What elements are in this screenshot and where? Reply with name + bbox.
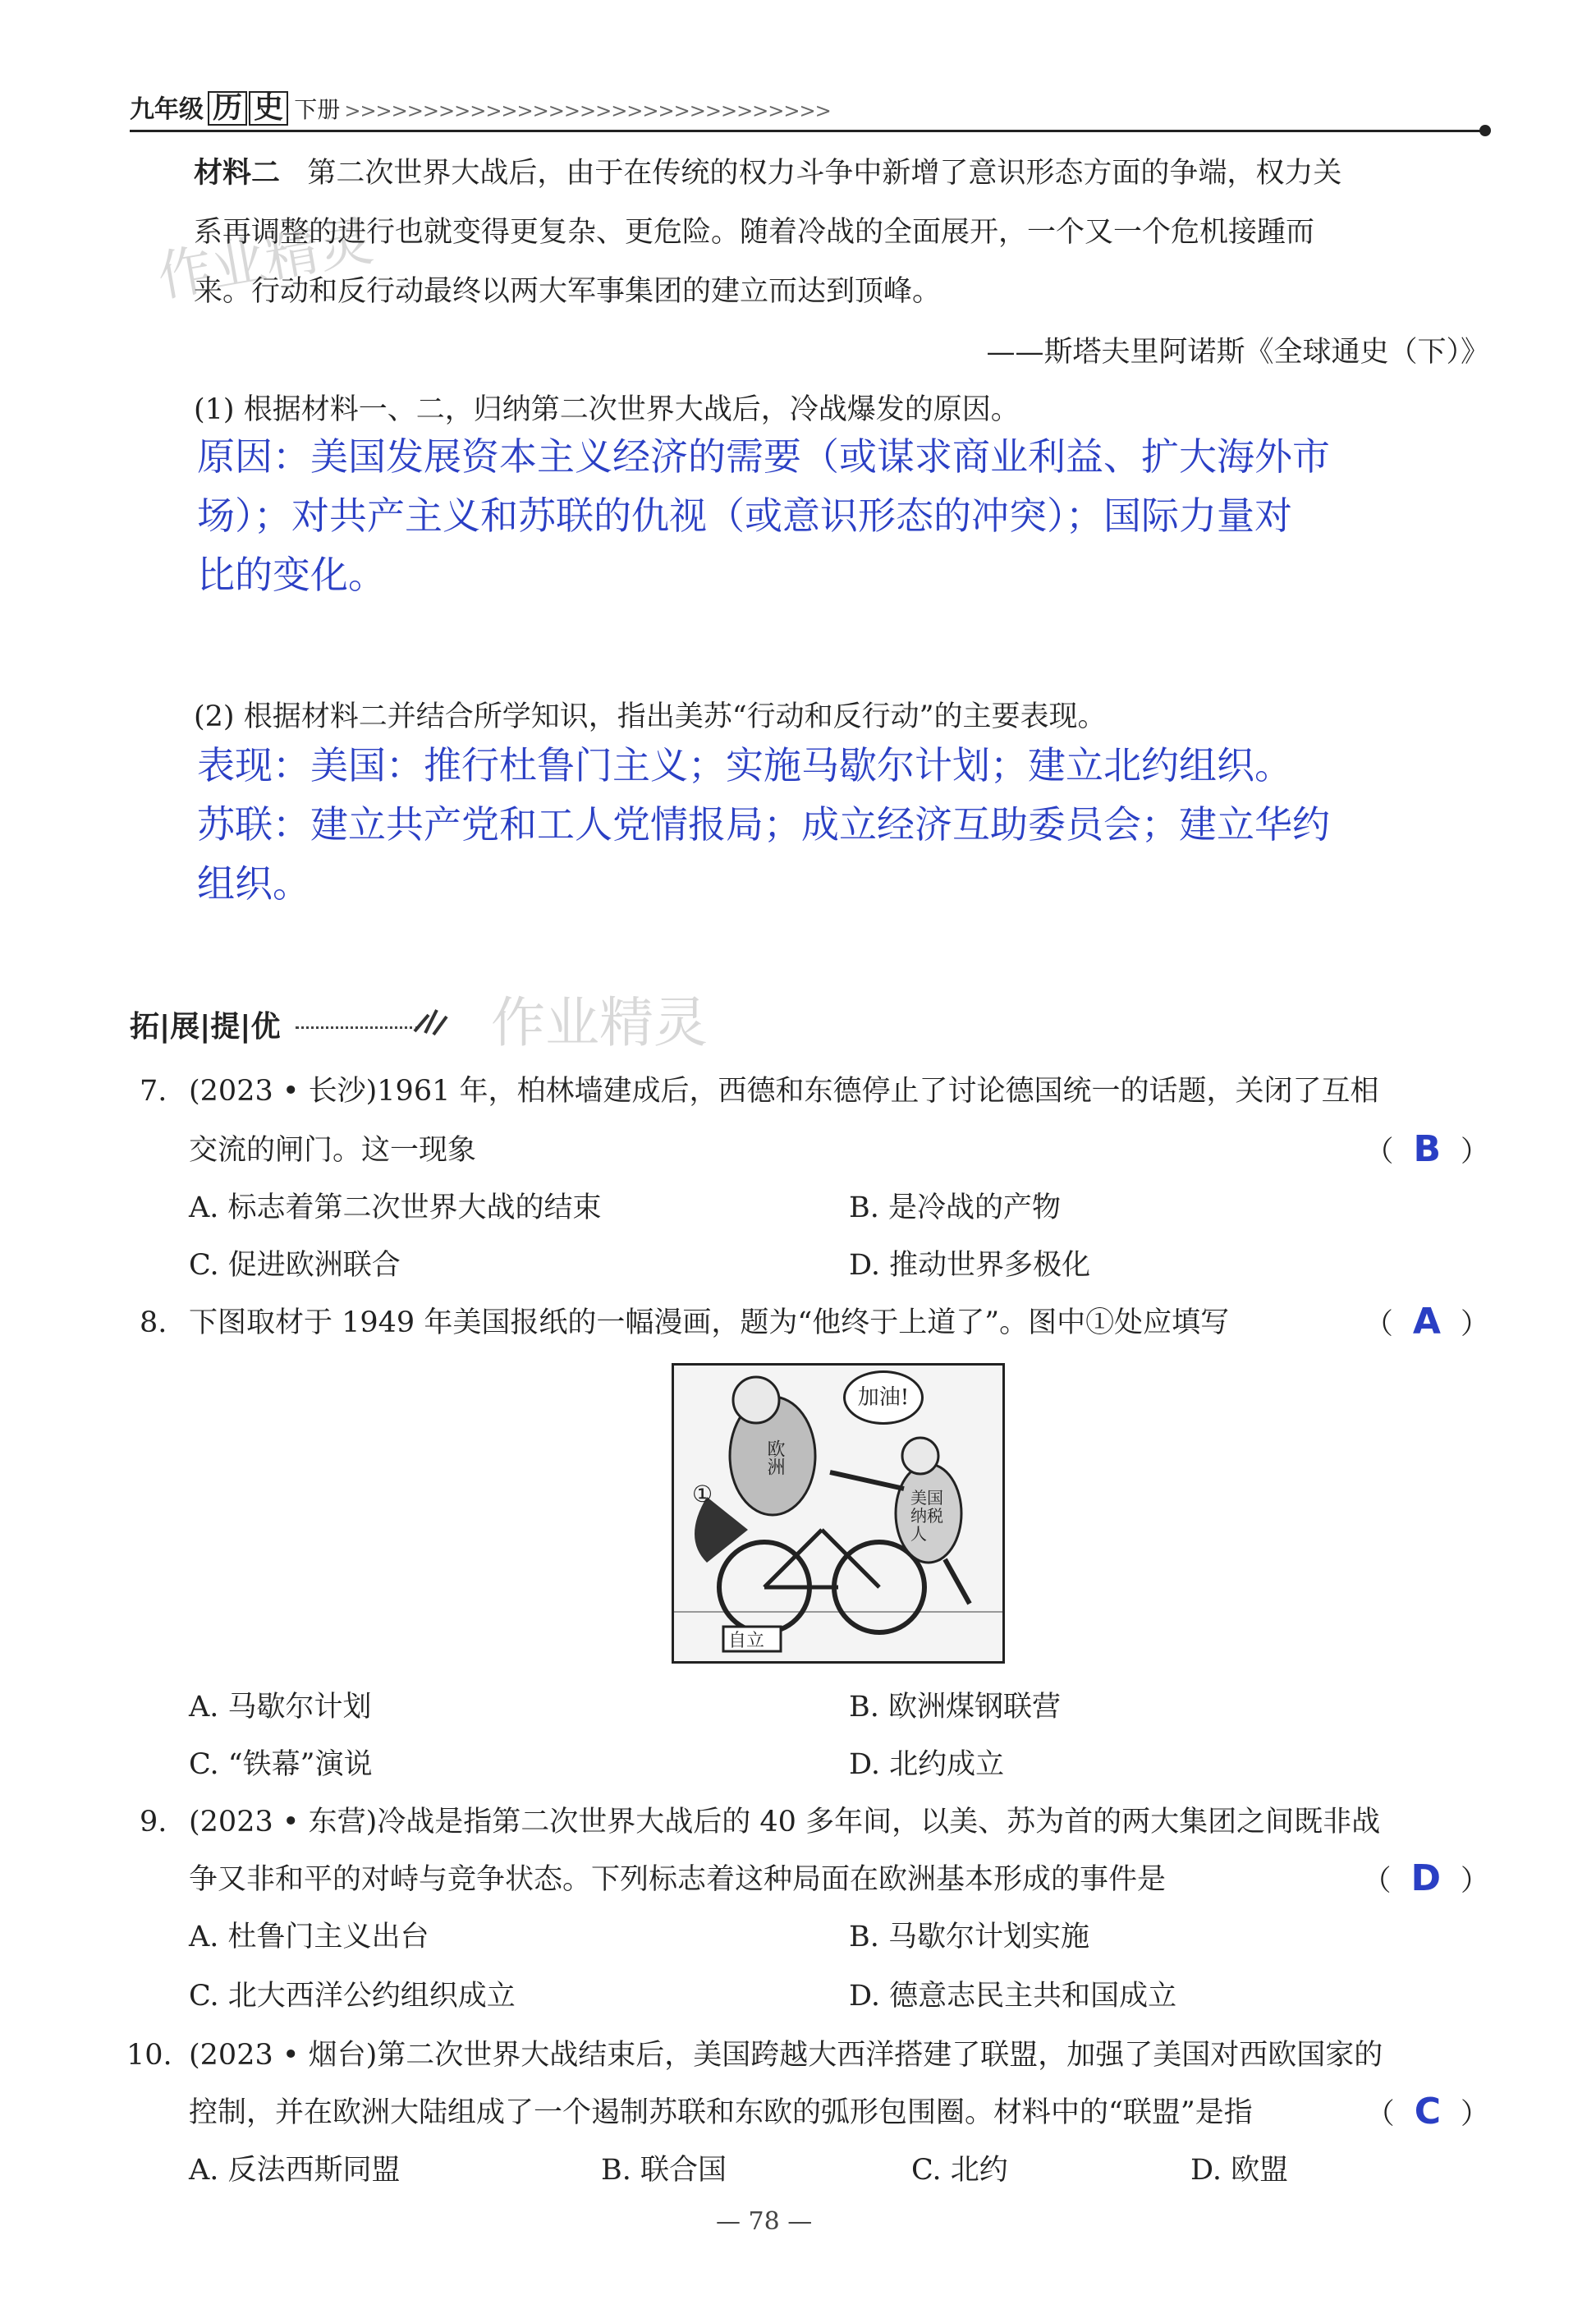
q7-answer: B [1413,1128,1441,1170]
q10-number: 10. [126,2039,172,2072]
material2-line2: 系再调整的进行也就变得更复杂、更危险。随着冷战的全面展开，一个又一个危机接踵而 [194,216,1315,249]
q10-option-c: C. 北约 [911,2154,1008,2187]
q8-option-b: B. 欧洲煤钢联营 [849,1691,1061,1724]
q8-option-a: A. 马歇尔计划 [189,1691,372,1724]
q10-answer: C [1414,2091,1441,2132]
material2-line3: 来。行动和反行动最终以两大军事集团的建立而达到顶峰。 [194,275,942,308]
q8-answer: A [1412,1301,1441,1343]
q2-answer-line-3: 组织。 [197,861,310,906]
cartoon-label-taxpayer: 美国纳税人 [910,1488,943,1544]
header-arrows: >>>>>>>>>>>>>>>>>>>>>>>>>>>>>>> [344,99,831,122]
q9-number: 9. [140,1806,167,1838]
q7-answer-bracket: （ B ） [1364,1128,1489,1170]
section-dotted-rule [296,1026,419,1029]
material2-line1 [194,156,1341,191]
q7-number: 7. [140,1075,167,1108]
q9-answer: D [1410,1857,1441,1899]
q7-stem-line-1: (2023 • 长沙)1961 年，柏林墙建成后，西德和东德停止了讨论德国统一的话题，关闭了互相 [189,1075,1379,1108]
watermark-top: 作业精灵 [153,209,378,310]
q7-option-d: D. 推动世界多极化 [849,1249,1091,1282]
material2-source: ——斯塔夫里阿诺斯《全球通史（下）》 [986,336,1489,369]
q1-prompt: (1) 根据材料一、二，归纳第二次世界大战后，冷战爆发的原因。 [194,393,1020,426]
cartoon-speech-bubble: 加油! [843,1370,924,1425]
page-header [130,89,831,126]
q2-answer-line-1: 表现：美国：推行杜鲁门主义；实施马歇尔计划；建立北约组织。 [197,743,1292,787]
cartoon-drawing [674,1366,1002,1661]
q7-option-b: B. 是冷战的产物 [849,1191,1061,1224]
header-rule [130,130,1484,132]
q10-option-d: D. 欧盟 [1190,2154,1289,2187]
header-grade: 九年级 [130,95,204,124]
q8-option-d: D. 北约成立 [849,1748,1005,1781]
q2-answer-line-2: 苏联：建立共产党和工人党情报局；成立经济互助委员会；建立华约 [197,802,1330,847]
q9-stem-line-1: (2023 • 东营)冷战是指第二次世界大战后的 40 多年间，以美、苏为首的两大集团之间既非战 [189,1806,1381,1838]
watermark-section: 作业精灵 [491,991,708,1054]
q10-option-a: A. 反法西斯同盟 [189,2154,401,2187]
q9-option-d: D. 德意志民主共和国成立 [849,1980,1177,2013]
q1-answer-line-2: 场）；对共产主义和苏联的仇视（或意识形态的冲突）；国际力量对 [197,493,1292,538]
q9-option-a: A. 杜鲁门主义出台 [189,1921,429,1953]
q10-stem-line-2: 控制，并在欧洲大陆组成了一个遏制苏联和东欧的弧形包围圈。材料中的“联盟”是指 [189,2096,1253,2129]
q8-answer-bracket: （ A ） [1364,1301,1489,1343]
q8-option-c: C. “铁幕”演说 [189,1748,373,1781]
cartoon-image [672,1363,1005,1664]
header-volume: 下册 [294,96,341,123]
q10-stem-line-1: (2023 • 烟台)第二次世界大战结束后，美国跨越大西洋搭建了联盟，加强了美国对西欧国家的 [189,2039,1383,2072]
q1-answer-line-1: 原因：美国发展资本主义经济的需要（或谋求商业利益、扩大海外市 [197,434,1330,479]
q9-answer-bracket: （ D ） [1362,1857,1489,1899]
q7-option-c: C. 促进欧洲联合 [189,1249,401,1282]
q8-stem-line-1: 下图取材于 1949 年美国报纸的一幅漫画，题为“他终于上道了”。图中①处应填写 [189,1306,1230,1339]
q10-answer-bracket: （ C ） [1365,2091,1489,2132]
header-subject-char-1: 历 [208,91,247,126]
section-title: 拓|展|提|优 [130,1010,281,1044]
material2-label: 材料二 [194,156,281,190]
header-rule-dot [1479,125,1491,136]
header-subject-char-2: 史 [249,91,288,126]
cartoon-label-blank: ① [692,1480,713,1508]
q7-stem-line-2: 交流的闸门。这一现象 [189,1134,477,1167]
q8-number: 8. [140,1306,167,1339]
cartoon-label-europe: 欧洲 [764,1439,785,1476]
section-sparkle-icon [410,998,452,1040]
q10-option-b: B. 联合国 [601,2154,727,2187]
q9-stem-line-2: 争又非和平的对峙与竞争状态。下列标志着这种局面在欧洲基本形成的事件是 [189,1863,1167,1896]
q9-option-c: C. 北大西洋公约组织成立 [189,1980,516,2013]
material2-text-1: 第二次世界大战后，由于在传统的权力斗争中新增了意识形态方面的争端，权力关 [307,157,1342,190]
q2-prompt: (2) 根据材料二并结合所学知识，指出美苏“行动和反行动”的主要表现。 [194,700,1107,733]
page-number: — 78 — [716,2207,813,2236]
q1-answer-line-3: 比的变化。 [197,553,386,597]
q9-option-b: B. 马歇尔计划实施 [849,1921,1089,1953]
cartoon-label-sign: 自立 [728,1631,765,1651]
q7-option-a: A. 标志着第二次世界大战的结束 [189,1191,602,1224]
